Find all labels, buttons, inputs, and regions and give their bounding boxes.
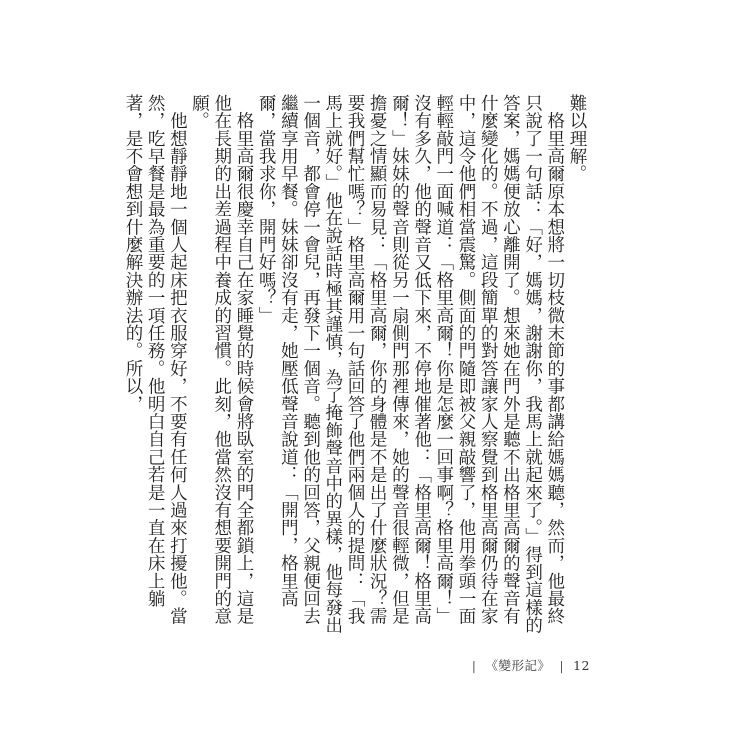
paragraph-1: 難以理解。 [567, 94, 587, 183]
paragraph-4: 他想靜靜地一個人起床把衣服穿好，不要有任何人過來打擾他。當然，吃早餐是最為重要的一項任務。他明白自己若是一直在床上躺著，是不會想到什麼解決辦法的。所以， [122, 94, 188, 625]
vertical-text-body [122, 94, 588, 642]
page-number: 12 [573, 658, 590, 673]
footer-separator-left: | [471, 658, 477, 673]
page-footer [472, 656, 590, 674]
paragraph-3: 格里高爾很慶幸自己在家睡覺的時候會將臥室的門全都鎖上，這是他在長期的出差過程中養成的習慣。此刻，他當然沒有想要開門的意願。 [189, 94, 254, 625]
footer-separator-right: | [559, 658, 565, 673]
footer-book-title: 《變形記》 [485, 658, 551, 673]
paragraph-2: 格里高爾原本想將一切枝微末節的事都講給媽媽聽，然而，他最終只說了一句話：「好，媽媽，謝謝你，我馬上就起來了。」得到這樣的答案，媽媽便放心離開了。想來她在門外是聽不出格里高爾的聲音有什麼變化的。不過，這段簡單的對答讓家人察覺到格里高爾仍待在家中，這令他們相當震驚。側面的門隨即被父親敲響了，他用拳頭一面輕輕敲門一面喊道：「格里高爾！你是怎麼一回事啊？格里高爾！」沒有多久，他的聲音又低下來，不停地催著他：「格里高爾！格里高爾！」妹妹的聲音則從另一扇側門那裡傳來，她的聲音很輕微，但是擔憂之情顯而易見：「格里高爾，你的身體是不是出了什麼狀況？需要我們幫忙嗎？」格里高爾用一句話回答了他們兩個人的提問：「我馬上就好。」他在說話時極其謹慎，為了掩飾聲音中的異樣，他每發出一個音，都會停一會兒，再發下一個音。聽到他的回答，父親便回去繼續享用早餐。妹妹卻沒有走，她壓低聲音說道：「開門，格里高爾，當我求你，開門好嗎？」 [256, 94, 565, 634]
